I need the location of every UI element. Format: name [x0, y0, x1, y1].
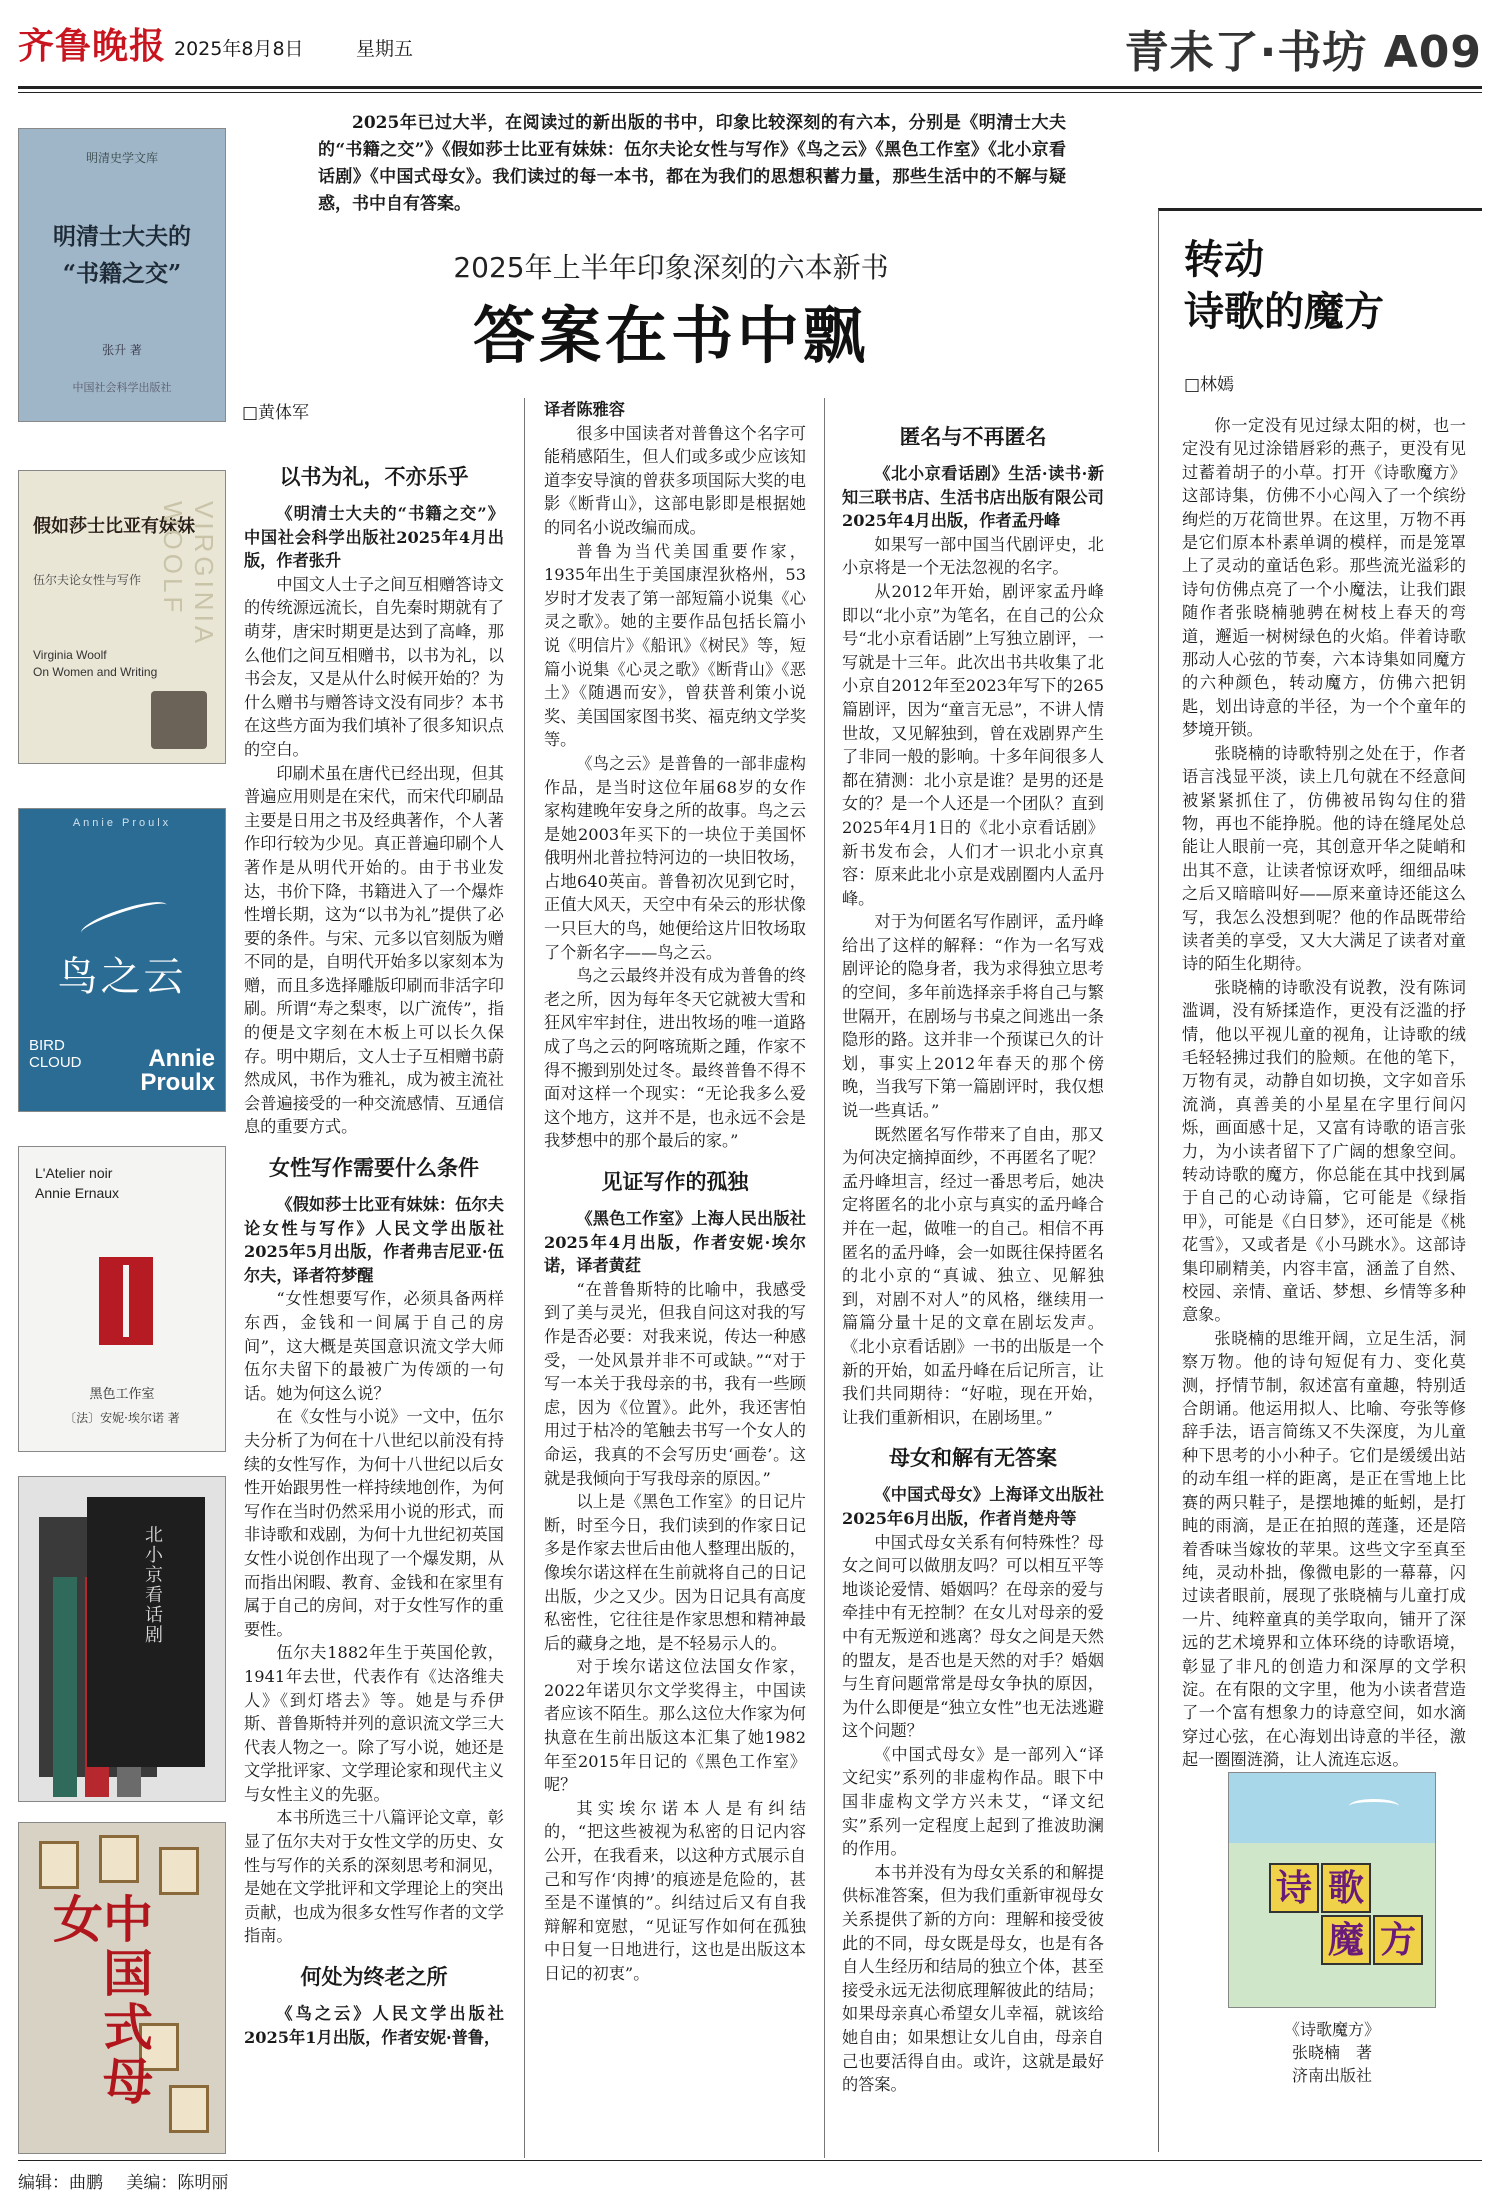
paragraph: 张晓楠的诗歌特别之处在于，作者语言浅显平淡，读上几句就在不经意间被紧紧抓住了，仿佛被吊钩勾住的猎物，再也不能挣脱。他的诗在缝尾处总能让人眼前一亮，其创意开华之陡峭和出其不意，让读者惊讶欢呼，细细品味之后又暗暗叫好——原来童诗还能这么写，我怎么没想到呢？他的作品既带给读者美的享受，又大大满足了读者对童诗的陌生化期待。: [1182, 743, 1466, 974]
caption-book-title: 《诗歌魔方》: [1283, 2020, 1380, 2039]
cover-title: 中国式母女: [45, 1893, 154, 2109]
cover-title: 北小京看话剧: [142, 1525, 163, 1645]
subheading: 何处为终老之所: [300, 1965, 448, 1990]
paragraph: 你一定没有见过绿太阳的树，也一定没有见过涂错唇彩的燕子，更没有见过蓄着胡子的小草。打开《诗歌魔方》这部诗集，仿佛不小心闯入了一个缤纷绚烂的万花筒世界。在这里，万物不再是它们原本朴素单调的模样，而是笼罩上了灵动的童话色彩。那些流光溢彩的诗句仿佛点亮了一个小魔法，让我们跟随作者张晓楠驰骋在树枝上春天的弯道，邂逅一树树绿色的火焰。伴着诗歌那动人心弦的节奏，六本诗集如同魔方的六种颜色，转动魔方，仿佛六把钥匙，划出诗意的半径，为一个个童年的梦境开锁。: [1182, 416, 1466, 740]
cover-title-line2: “书籍之交”: [62, 259, 182, 287]
portrait-frame-icon: [159, 1847, 199, 1895]
portrait-frame-icon: [169, 2085, 209, 2133]
paragraph: 《中国式母女》是一部列入“译文纪实”系列的非虚构作品。眼下中国非虚构文学方兴未艾，“译文纪实”系列一定程度上起到了推波助澜的作用。: [842, 1744, 1104, 1859]
sidebar-title: [1184, 234, 1384, 338]
cover-english-title: [29, 1038, 82, 1071]
bird-icon: [1349, 1799, 1399, 1813]
cover-sky: [1229, 1773, 1435, 1843]
paragraph: “在普鲁斯特的比喻中，我感受到了美与灵光，但我自问这对我的写作是否必要：对我来说，传达一种感受，一处风景并非不可或缺。”“对于写一本关于我母亲的书，我有一些顾虑，因为《位置》。此外，我还害怕用过于枯冷的笔触去书写一个女人的命运，我真的不会写历史‘画卷’。这就是我倾向于写我母亲的原因。”: [544, 1279, 806, 1488]
page-header: [18, 14, 1482, 80]
cover-author-line2: Proulx: [140, 1069, 215, 1096]
portrait-frame-icon: [99, 1835, 139, 1883]
paragraph: 本书并没有为母女关系的和解提供标准答案，但为我们重新审视母女关系提供了新的方向：理解和接受彼此的不同，母女既是母女，也是有各自人生经历和结局的独立个体，甚至接受永远无法彻底理解彼此的结局；如果母亲真心希望女儿幸福，就该给她自由；如果想让女儿自由，母亲自己也要活得自由。或许，这就是最好的答案。: [842, 1862, 1104, 2095]
book-info: 《中国式母女》上海译文出版社2025年6月出版，作者肖楚舟等: [842, 1485, 1104, 1528]
paragraph: 其实埃尔诺本人是有纠结的，“把这些被视为私密的日记内容公开，在我看来，以这种方式展示自己和写作‘肉搏’的痕迹是危险的，甚至是不谨慎的”。纠结过后又有自我辩解和宽慰，“见证写作如何在孤独中日复一日地进行，这也是出版这本日记的初衷”。: [544, 1798, 806, 1983]
cover-title: 黑色工作室: [89, 1387, 155, 1402]
cover-title-line1: 明清士大夫的: [53, 223, 191, 250]
footer-rule: [18, 2160, 1482, 2161]
column-divider: [524, 398, 525, 2158]
caption-publisher: 济南出版社: [1291, 2066, 1372, 2085]
cover-english-author: Annie Ernaux: [35, 1185, 120, 1201]
paragraph: 《鸟之云》是普鲁的一部非虚构作品，是当时这位年届68岁的女作家构建晚年安身之所的故事。鸟之云是她2003年买下的一块位于美国怀俄明州北普拉特河边的一块旧牧场，占地640英亩。普鲁初次见到它时，正值大风天，天空中有朵云的形状像一只巨大的鸟，她便给这片旧牧场取了个新名字——鸟之云。: [544, 753, 806, 962]
paragraph: 从2012年开始，剧评家孟丹峰即以“北小京”为笔名，在自己的公众号“北小京看话剧”上写独立剧评，一写就是十三年。此次出书共收集了北小京自2012年至2023年写下的265篇剧评，因为“童言无忌”，不讲人情世故，又见解独到，曾在戏剧界产生了非同一般的影响。十多年间很多人都在猜测：北小京是谁？是男的还是女的？是一个人还是一个团队？直到2025年4月1日的《北小京看话剧》新书发布会，人们才一识北小京真容：原来此北小京是戏剧圈内人孟丹峰。: [842, 581, 1104, 908]
subheading: 母女和解有无答案: [889, 1446, 1057, 1471]
issue-weekday: 星期五: [356, 38, 414, 60]
paragraph: 本书所选三十八篇评论文章，彰显了伍尔夫对于女性文学的历史、女性与写作的关系的深刻思考和洞见，是她在文学批评和文学理论上的突出贡献，也成为很多女性写作者的文学指南。: [244, 1808, 504, 1946]
cover-subtitle: 伍尔夫论女性与写作: [33, 573, 142, 587]
book-info: 《假如莎士比亚有妹妹：伍尔夫论女性与写作》人民文学出版社2025年5月出版，作者弗吉尼亚·伍尔夫，译者符梦醒: [244, 1195, 504, 1285]
paragraph: 既然匿名写作带来了自由，那又为何决定摘掉面纱，不再匿名了呢？孟丹峰坦言，经过一番思考后，她决定将匿名的北小京与真实的孟丹峰合并在一起，做唯一的自己。相信不再匿名的孟丹峰，会一如既往保持匿名的北小京的“真诚、独立、见解独到，对剧不对人”的风格，继续用一篇篇分量十足的文章在剧坛发声。《北小京看话剧》一书的出版是一个新的开始，如孟丹峰在后记所言，让我们共同期待：“好啦，现在开始，让我们重新相识，在剧场里。”: [842, 1124, 1104, 1427]
paragraph: 对于为何匿名写作剧评，孟丹峰给出了这样的解释：“作为一名写戏剧评论的隐身者，我为求得独立思考的空间，多年前选择亲手将自己与繁世隔开，在剧场与书桌之间逃出一条隐形的路。这并非一个预谋已久的计划，事实上2012年春天的那个傍晚，当我写下第一篇剧评时，我仅想说一些真话。”: [842, 912, 1104, 1121]
article-subtitle: 2025年上半年印象深刻的六本新书: [453, 251, 889, 284]
caption-author: 张晓楠 著: [1291, 2043, 1372, 2062]
paragraph: 如果写一部中国当代剧评史，北小京将是一个无法忽视的名字。: [842, 534, 1104, 578]
sidebar-body: [1182, 414, 1466, 1772]
paragraph: 普鲁为当代美国重要作家，1935年出生于美国康涅狄格州，53岁时才发表了第一部短篇小说集《心灵之歌》。她的主要作品包括长篇小说《明信片》《船讯》《树民》等，短篇小说集《心灵之歌》《断背山》《恶土》《随遇而安》，曾获普利策小说奖、美国国家图书奖、福克纳文学奖等。: [544, 541, 806, 750]
cube-letter: 诗: [1269, 1863, 1319, 1913]
book-info: 《黑色工作室》上海人民出版社2025年4月出版，作者安妮·埃尔诺，译者黄荭: [544, 1209, 806, 1276]
paragraph: 以上是《黑色工作室》的日记片断，时至今日，我们读到的作家日记多是作家去世后由他人整理出版的，像埃尔诺这样在生前就将自己的日记出版，少之又少。因为日记具有高度私密性，它往往是作家思想和精神最后的藏身之地，是不轻易示人的。: [544, 1492, 806, 1653]
book-cover-black-atelier: [18, 1146, 226, 1452]
paragraph: 张晓楠的思维开阔，立足生活，洞察万物。他的诗句短促有力、变化莫测，抒情节制，叙述富有童趣，特别适合朗诵。他运用拟人、比喻、夸张等修辞手法，语言简练又不失深度，为儿童种下思考的小小种子。它们是缓缓出站的动车组一样的距离，是正在雪地上比赛的两只鞋子，是摆地摊的蚯蚓，是打盹的雨滴，是正在拍照的莲蓬，还是陪着香味当嫁妆的苹果。这些文字至真至纯，灵动朴拙，像微电影的一幕幕，闪过读者眼前，展现了张晓楠与儿童打成一片、纯粹童真的美学取向，铺开了深远的艺术境界和立体环绕的诗歌语境，彰显了非凡的创造力和深厚的文学积淀。在有限的文字里，他为小读者营造了一个富有想象力的诗意空间，如水滴穿过心弦，在心海划出诗意的半径，激起一圈圈涟漪，让人流连忘返。: [1182, 1328, 1466, 1770]
cover-title: [19, 219, 225, 293]
column-divider: [824, 398, 825, 2158]
cube-letter: 歌: [1321, 1863, 1371, 1913]
paragraph: 很多中国读者对普鲁这个名字可能稍感陌生，但人们或多或少应该知道李安导演的曾获多项国际大奖的电影《断背山》，这部电影即是根据她的同名小说改编而成。: [544, 423, 806, 537]
cover-english-line2: CLOUD: [29, 1053, 82, 1071]
cover-spine-text: VIRGINIA WOOLF: [158, 501, 219, 646]
article-column-3: [842, 408, 1104, 2097]
designer-credit: 美编：陈明丽: [126, 2173, 229, 2193]
editor-credit: 编辑：曲鹏: [18, 2173, 103, 2193]
book-info: 《鸟之云》人民文学出版社2025年1月出版，作者安妮·普鲁，: [244, 2004, 504, 2047]
book-cover-bei-xiao-jing: [18, 1476, 226, 1802]
paragraph: 中国式母女关系有何特殊性？母女之间可以做朋友吗？可以相互平等地谈论爱情、婚姻吗？在母亲的爱与牵挂中有无控制？在女儿对母亲的爱中有无叛逆和逃离？母女之间是天然的盟友，是否也是天然的对手？婚姻与生育问题常常是母女争执的原因，为什么即便是“独立女性”也无法逃避这个问题？: [842, 1532, 1104, 1741]
sidebar-byline: □林嫣: [1184, 375, 1235, 395]
paragraph: “女性想要写作，必须具备两样东西，金钱和一间属于自己的房间”，这大概是英国意识流文学大师伍尔夫留下的最被广为传颂的一句话。她为何这么说？: [244, 1289, 504, 1403]
red-block-graphic: [99, 1257, 153, 1345]
cover-title: 假如莎士比亚有妹妹: [33, 516, 195, 537]
paragraph: 对于埃尔诺这位法国女作家，2022年诺贝尔文学奖得主，中国读者应该不陌生。那么这位大作家为何执意在生前出版这本汇集了她1982年至2015年日记的《黑色工作室》呢？: [544, 1657, 806, 1795]
newspaper-masthead: 齐鲁晚报: [18, 25, 167, 67]
subheading: 见证写作的孤独: [601, 1170, 749, 1194]
book-cover-shakespeare-sister: [18, 470, 226, 764]
book-cover-poetry-cube: [1228, 1772, 1436, 2008]
cover-author: [140, 1047, 215, 1095]
article-column-1: [244, 448, 504, 2049]
cover-series: 明清史学文库: [85, 151, 158, 165]
book-info: 《北小京看话剧》生活·读书·新知三联书店、生活书店出版有限公司2025年4月出版，作者孟丹峰: [842, 464, 1104, 531]
cover-author-line1: Annie: [148, 1045, 215, 1072]
cube-letter: 魔: [1321, 1915, 1371, 1965]
cover-english-line1: Virginia Woolf: [33, 648, 107, 662]
article-byline: □黄体军: [242, 403, 310, 423]
page-footer: [18, 2168, 246, 2193]
book-spine-green: [53, 1577, 77, 1797]
paragraph: 印刷术虽在唐代已经出现，但其普遍应用则是在宋代，而宋代印刷品主要是日用之书及经典著作，个人著作印行较为少见。真正普遍印刷个人著作是从明代开始的。由于书业发达，书价下降，书籍进入了一个爆炸性增长期，这为“以书为礼”提供了必要的条件。与宋、元多以官刻版为赠不同的是，自明代开始多以家刻本为赠，而且多选择雕版印刷而非活字印刷。所谓“寿之梨枣，以广流传”，指的便是文字刻在木板上可以长久保存。明中期后，文人士子互相赠书蔚然成风，书作为雅礼，成为被主流社会普遍接受的一种交流感情、互通信息的重要方式。: [244, 763, 504, 1137]
issue-date: 2025年8月8日: [174, 38, 304, 60]
paragraph: 伍尔夫1882年生于英国伦敦，1941年去世，代表作有《达洛维夫人》《到灯塔去》等。她是与乔伊斯、普鲁斯特并列的意识流文学三大代表人物之一。除了写小说，她还是文学批评家、文学理论家和现代主义与女性主义的先驱。: [244, 1643, 504, 1804]
article-column-2: [544, 398, 806, 1986]
cover-english-title: [33, 647, 157, 681]
cover-title: 鸟之云: [57, 954, 187, 1000]
sidebar-title-line2: 诗歌的魔方: [1184, 288, 1384, 335]
author-portrait-image: [151, 691, 207, 749]
cover-top-author: Annie Proulx: [72, 817, 172, 829]
book-info: 《明清士大夫的“书籍之交”》中国社会科学出版社2025年4月出版，作者张升: [244, 504, 504, 571]
cover-caption: [1200, 2018, 1464, 2087]
cover-english-line1: BIRD: [29, 1037, 65, 1054]
paragraph: 张晓楠的诗歌没有说教，没有陈词滥调，没有矫揉造作，更没有泛滥的抒情，他以平视儿童的视角，让诗歌的绒毛轻轻拂过我们的脸颊。在他的笔下，万物有灵，动静自如切换，文字如音乐流淌，真善美的小星星在字里行间闪烁，画面感十足，又富有诗歌的语言张力，为小读者留下了广阔的想象空间。转动诗歌的魔方，你总能在其中找到属于自己的心动诗篇，它可能是《绿指甲》，可能是《白日梦》，还可能是《桃花雪》，又或者是《小马跳水》。这部诗集印刷精美，内容丰富，涵盖了自然、校园、亲情、童话、梦想、乡情等多种意象。: [1182, 977, 1466, 1325]
paragraph: 中国文人士子之间互相赠答诗文的传统源远流长，自先秦时期就有了萌芽，唐宋时期更是达到了高峰，那么他们之间互相赠书，以书为礼，以书会友，又是从什么时候开始的？为什么赠书与赠答诗文没有同步？本书在这些方面为我们填补了很多知识点的空白。: [244, 574, 504, 759]
header-rule: [18, 86, 1482, 89]
book-cover-bird-cloud: [18, 808, 226, 1112]
portrait-frame-icon: [39, 1841, 79, 1889]
book-info-continued: 译者陈雅容: [544, 400, 625, 419]
cube-letter: 方: [1373, 1915, 1423, 1965]
book-cover-chinese-mother-daughter: [18, 1822, 226, 2154]
sidebar-title-line1: 转动: [1184, 236, 1264, 283]
cover-english-title: L'Atelier noir: [35, 1165, 113, 1181]
subheading: 女性写作需要什么条件: [269, 1156, 479, 1181]
article-intro: 2025年已过大半，在阅读过的新出版的书中，印象比较深刻的有六本，分别是《明清士大夫的“书籍之交”》《假如莎士比亚有妹妹：伍尔夫论女性与写作》《鸟之云》《黑色工作室》《北小京看话剧》《中国式母女》。我们读过的每一本书，都在为我们的思想积蓄力量，那些生活中的不解与疑惑，书中自有答案。: [318, 113, 1066, 214]
cover-english-line2: On Women and Writing: [33, 664, 158, 679]
cover-author: 张升 著: [102, 343, 142, 357]
bird-icon: [78, 896, 170, 943]
subheading: 匿名与不再匿名: [899, 425, 1047, 449]
subheading: 以书为礼，不亦乐乎: [279, 465, 469, 489]
header-rule-thin: [18, 92, 1482, 93]
section-name: 青未了·书坊 A09: [1124, 27, 1482, 78]
book-cover-ming-qing: [18, 128, 226, 422]
cover-publisher: 中国社会科学出版社: [72, 381, 172, 394]
paragraph: 在《女性与小说》一文中，伍尔夫分析了为何在十八世纪以前没有持续的女性写作，为何十八世纪以后女性开始跟男性一样持续地创作，为何写作在当时仍然采用小说的形式，而非诗歌和戏剧，为何十九世纪初英国女性小说创作出现了一个爆发期，从而指出闲暇、教育、金钱和在家里有属于自己的房间，对于女性写作的重要性。: [244, 1407, 504, 1639]
article-title: 答案在书中飘: [472, 299, 869, 372]
cover-author: 〔法〕安妮·埃尔诺 著: [64, 1411, 180, 1425]
paragraph: 鸟之云最终并没有成为普鲁的终老之所，因为每年冬天它就被大雪和狂风牢牢封住，进出牧场的唯一道路成了鸟之云的阿喀琉斯之踵，作家不得不搬到别处过冬。最终普鲁不得不面对这样一个现实：“无论我多么爱这个地方，这并不是，也永远不会是我梦想中的那个最后的家。”: [544, 966, 806, 1151]
